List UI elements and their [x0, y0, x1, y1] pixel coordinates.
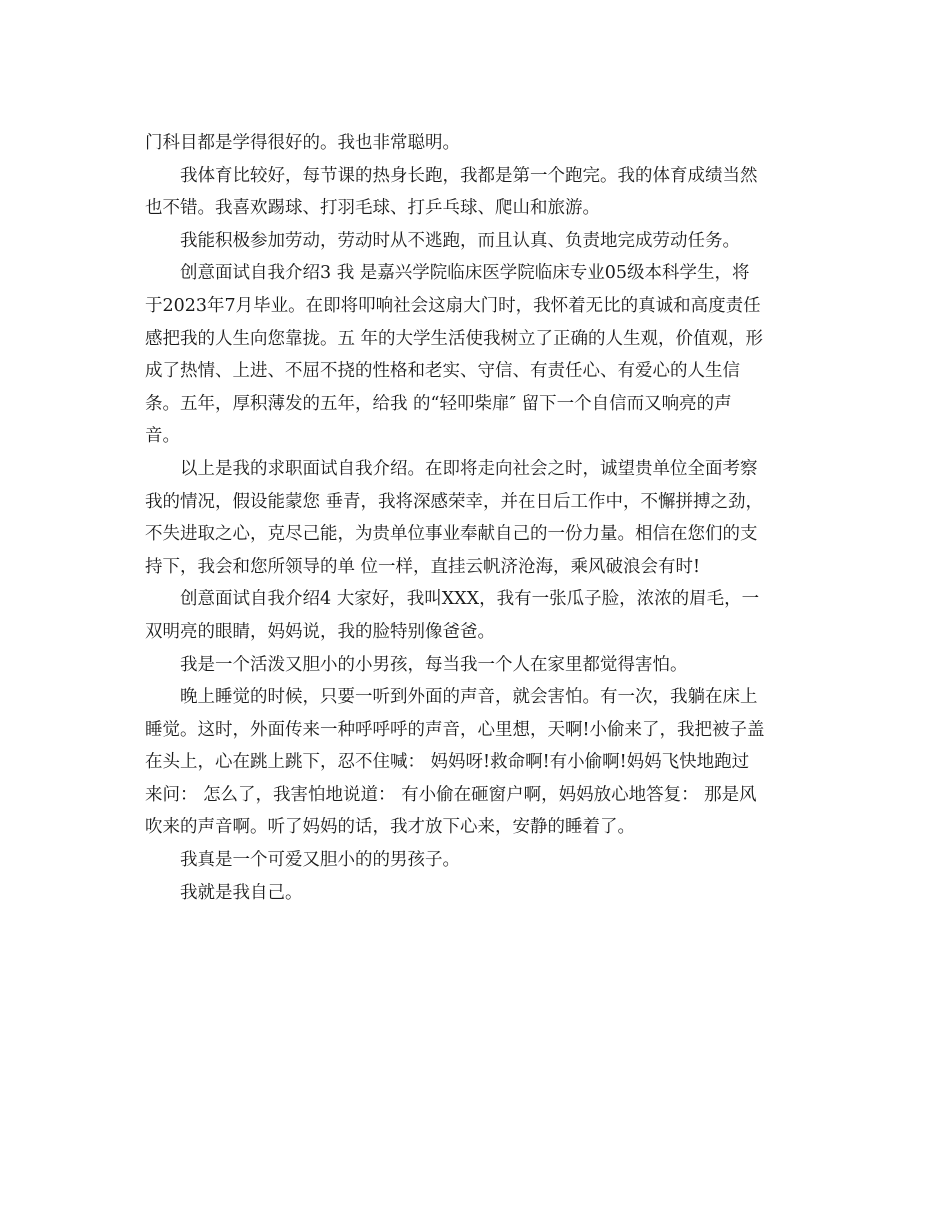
text-line: 持下，我会和您所领导的单 位一样，直挂云帆济沧海，乘风破浪会有时! — [145, 556, 701, 577]
text-line: 双明亮的眼睛，妈妈说，我的脸特别像爸爸。 — [145, 621, 495, 642]
paragraph — [145, 877, 800, 910]
paragraph — [145, 160, 800, 225]
text-line: 音。 — [145, 426, 180, 447]
text-line: 成了热情、上进、不屈不挠的性格和老实、守信、有责任心、有爱心的人生信 — [145, 361, 740, 382]
text-line: 来问： 怎么了，我害怕地说道： 有小偷在砸窗户啊，妈妈放心地答复： 那是风 — [145, 784, 757, 805]
paragraph — [145, 225, 800, 258]
paragraph — [145, 844, 800, 877]
paragraph — [145, 453, 800, 583]
text-line: 睡觉。这时，外面传来一种呼呼呼的声音，心里想，天啊!小偷来了，我把被子盖 — [145, 719, 765, 740]
text-line: 在头上，心在跳上跳下，忍不住喊： 妈妈呀!救命啊!有小偷啊!妈妈飞快地跑过 — [145, 752, 750, 773]
text-line: 创意面试自我介绍4 大家好，我叫XXX，我有一张瓜子脸，浓浓的眉毛，一 — [180, 589, 760, 610]
text-line: 我能积极参加劳动，劳动时从不逃跑，而且认真、负责地完成劳动任务。 — [180, 230, 740, 251]
paragraph — [145, 583, 800, 648]
text-line: 我是一个活泼又胆小的小男孩，每当我一个人在家里都觉得害怕。 — [180, 654, 688, 675]
text-line: 我真是一个可爱又胆小的的男孩子。 — [180, 850, 460, 871]
text-line: 感把我的人生向您靠拢。五 年的大学生活使我树立了正确的人生观，价值观，形 — [145, 328, 764, 349]
text-line: 于2023年7月毕业。在即将叩响社会这扇大门时，我怀着无比的真诚和高度责任 — [145, 295, 761, 316]
paragraph — [145, 681, 800, 844]
paragraph — [145, 257, 800, 453]
text-line: 也不错。我喜欢踢球、打羽毛球、打乒乓球、爬山和旅游。 — [145, 198, 600, 219]
text-line: 门科目都是学得很好的。我也非常聪明。 — [145, 133, 460, 153]
text-line: 以上是我的求职面试自我介绍。在即将走向社会之时，诚望贵单位全面考察 — [180, 458, 758, 479]
text-line: 吹来的声音啊。听了妈妈的话，我才放下心来，安静的睡着了。 — [145, 817, 635, 838]
paragraph — [145, 127, 800, 160]
text-line: 条。五年，厚积薄发的五年，给我 的“轻叩柴扉″ 留下一个自信而又响亮的声 — [145, 393, 732, 414]
document-body — [145, 127, 800, 909]
text-line: 我的情况，假设能蒙您 垂青，我将深感荣幸，并在日后工作中，不懈拼搏之劲， — [145, 491, 764, 512]
paragraph — [145, 649, 800, 682]
text-line: 创意面试自我介绍3 我 是嘉兴学院临床医学院临床专业05级本科学生，将 — [180, 263, 750, 284]
text-line: 我就是我自己。 — [180, 882, 303, 903]
text-line: 不失进取之心，克尽己能，为贵单位事业奉献自己的一份力量。相信在您们的支 — [145, 524, 758, 545]
text-line: 我体育比较好，每节课的热身长跑，我都是第一个跑完。我的体育成绩当然 — [180, 165, 758, 186]
text-line: 晚上睡觉的时候，只要一听到外面的声音，就会害怕。有一次，我躺在床上 — [180, 687, 758, 708]
